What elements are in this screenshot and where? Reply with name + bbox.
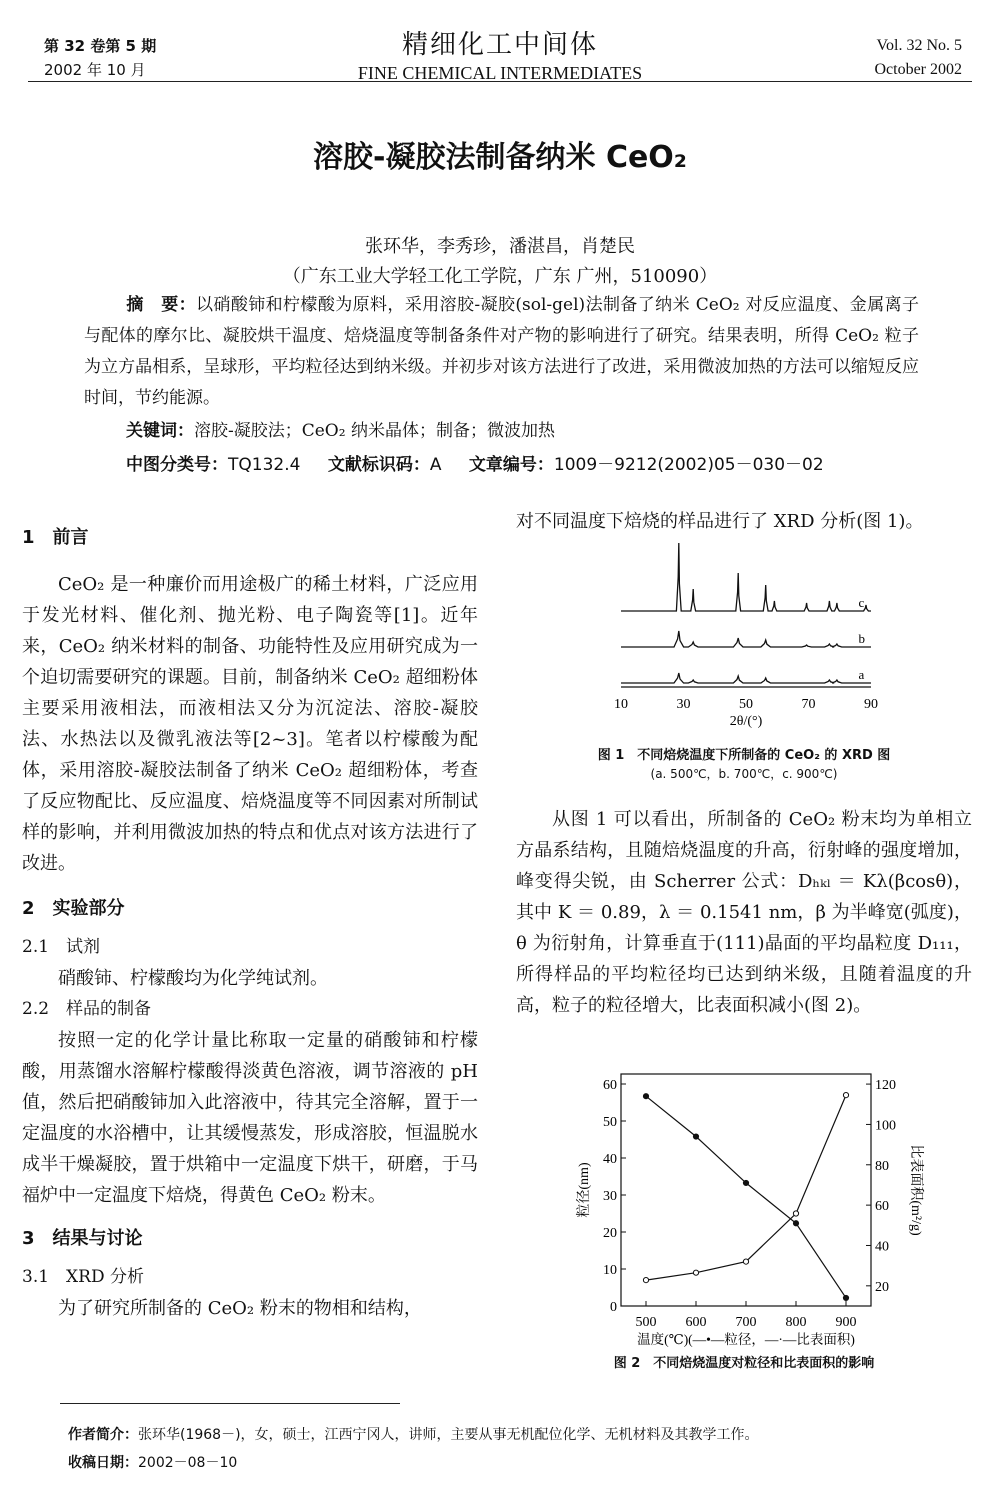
fig2-point-area-700 — [743, 1180, 748, 1185]
xrd-series-label-b: b — [858, 631, 865, 646]
footnote-received-label: 收稿日期： — [68, 1455, 138, 1471]
xrd-tick-30: 30 — [676, 697, 691, 712]
xrd-trace-c — [621, 543, 871, 611]
journal-name-cn: 精细化工中间体 — [401, 30, 598, 60]
paper-title: 溶胶-凝胶法制备纳米 CeO₂ — [313, 140, 687, 175]
right-paragraph-mid: 从图 1 可以看出，所制备的 CeO₂ 粉末均为单相立方晶系结构，且随焙烧温度的升高，衍射峰的强度增加，峰变得尖锐，由 Scherrer 公式：Dₕₖₗ ＝ Kλ(βcosθ)，其中 K ＝ 0.89，λ ＝ 0.1541 nm，β 为半峰宽(弧度)，θ 为衍射角，计算垂直于(111)晶面的平均晶粒度 D₁₁₁，所得样品的平均粒径均已达到纳米级，且随着温度的升高，粒子的粒径增大，比表面积减小(图 2)。 — [516, 809, 972, 1016]
fig2-point-size-700 — [743, 1259, 748, 1264]
footnote-received — [68, 1452, 237, 1472]
fig2-ytick-60: 60 — [603, 1078, 617, 1093]
section-2-2-paragraph: 按照一定的化学计量比称取一定量的硝酸铈和柠檬酸，用蒸馏水溶解柠檬酸得淡黄色溶液，调节溶液的 pH 值，然后把硝酸铈加入此溶液中，待其完全溶解，置于一定温度的水浴槽中，让其缓慢蒸发，形成溶胶，恒温脱水成半干燥凝胶，置于烘箱中一定温度下烘干，研磨，于马福炉中一定温度下焙烧，得黄色 CeO₂ 粉末。 — [22, 1030, 478, 1206]
fig2-y2tick-80: 80 — [875, 1158, 889, 1174]
xrd-series-label-a: a — [858, 667, 865, 682]
section-2-2-heading: 2.2 样品的制备 — [22, 999, 152, 1019]
xrd-trace-b — [621, 631, 871, 647]
footnote-author-text: 张环华(1968－)，女，硕士，江西宁冈人，讲师，主要从事无机配位化学、无机材料及其教学工作。 — [138, 1427, 759, 1443]
fig1-subcaption: (a. 500℃，b. 700℃，c. 900℃) — [650, 767, 838, 781]
xrd-trace-a — [621, 673, 871, 683]
header-volume-cn: 第 32 卷第 5 期 — [44, 37, 157, 55]
abstract-text: 以硝酸铈和柠檬酸为原料，采用溶胶-凝胶(sol-gel)法制备了纳米 CeO₂ 对反应温度、金属离子与配体的摩尔比、凝胶烘干温度、焙烧温度等制备条件对产物的影响进行了研究。结果表明，所得 CeO₂ 粒子为立方晶相系，呈球形，平均粒径达到纳米级。并初步对该方法进行了改进，采用微波加热的方法可以缩短反应时间，节约能源。 — [84, 295, 920, 408]
fig2-y-label: 粒径(nm) — [577, 1162, 592, 1218]
section-2-heading: 2 实验部分 — [22, 898, 125, 919]
xrd-tick-10: 10 — [614, 697, 628, 712]
fig2-xtick-600: 600 — [685, 1315, 707, 1330]
fig2-y2tick-100: 100 — [875, 1118, 896, 1134]
paper-authors: 张环华，李秀珍，潘湛昌，肖楚民 — [365, 236, 635, 257]
header-rule — [28, 81, 972, 82]
right-top-text — [516, 506, 972, 537]
fig2-xtick-800: 800 — [785, 1315, 807, 1330]
xrd-chart — [596, 535, 896, 735]
fig2-y2-label: 比表面积(m²/g) — [908, 1144, 923, 1236]
left-column — [22, 522, 478, 1324]
fig2-y2tick-20: 20 — [875, 1279, 889, 1295]
footnote-author — [68, 1424, 759, 1444]
right-paragraph-top: 对不同温度下焙烧的样品进行了 XRD 分析(图 1)。 — [516, 511, 924, 532]
volume-en: Vol. 32 No. 5 — [876, 37, 962, 54]
abstract-label: 摘 要： — [126, 295, 197, 315]
paper-affiliation: （广东工业大学轻工化工学院，广东 广州，510090） — [282, 266, 718, 287]
fig2-x-label: 温度(℃)(—•—粒径，—·—比表面积) — [637, 1332, 855, 1347]
fig2-frame — [621, 1074, 871, 1306]
fig2-ytick-0: 0 — [610, 1300, 617, 1315]
section-3-1-heading: 3.1 XRD 分析 — [22, 1267, 144, 1287]
section-2-1-paragraph: 硝酸铈、柠檬酸均为化学纯试剂。 — [58, 968, 328, 989]
section-1-heading: 1 前言 — [22, 527, 89, 548]
fig2-ytick-50: 50 — [603, 1115, 617, 1130]
fig1-caption: 图 1 不同焙烧温度下所制备的 CeO₂ 的 XRD 图 — [597, 748, 891, 763]
fig2-xtick-900: 900 — [835, 1315, 857, 1330]
fig2-ytick-10: 10 — [603, 1263, 617, 1278]
fig2-point-area-900 — [843, 1295, 848, 1300]
keywords-label: 关键词： — [126, 421, 194, 441]
footnote-rule — [60, 1403, 400, 1404]
xrd-tick-90: 90 — [864, 697, 878, 712]
fig2-ytick-20: 20 — [603, 1226, 617, 1241]
footnote-author-label: 作者简介： — [68, 1427, 138, 1443]
art-label: 文章编号： — [468, 455, 554, 475]
clc-value: TQ132.4 — [228, 455, 301, 475]
fig2-xtick-700: 700 — [735, 1315, 757, 1330]
fig2-point-area-800 — [793, 1221, 798, 1226]
classification — [126, 450, 846, 475]
footnote-received-text: 2002－08－10 — [138, 1455, 238, 1471]
fig2-y2tick-40: 40 — [875, 1239, 889, 1255]
xrd-series-label-c: c — [858, 595, 865, 610]
doc-value: A — [429, 455, 442, 475]
fig2-point-size-600 — [693, 1270, 698, 1275]
xrd-tick-50: 50 — [739, 697, 753, 712]
xrd-traces — [621, 543, 871, 683]
section-2-1-heading: 2.1 试剂 — [22, 937, 101, 957]
xrd-tick-labels — [614, 697, 878, 712]
section-1-paragraph: CeO₂ 是一种廉价而用途极广的稀土材料，广泛应用于发光材料、催化剂、抛光粉、电子陶瓷等[1]。近年来，CeO₂ 纳米材料的制备、功能特性及应用研究成为一个迫切需要研究的课题。目前，制备纳米 CeO₂ 超细粉体主要采用液相法，而液相法又分为沉淀法、溶胶-凝胶法、水热法以及微乳液法等[2~3]。笔者以柠檬酸为配体，采用溶胶-凝胶法制备了纳米 CeO₂ 超细粉体，考查了反应物配比、反应温度、焙烧温度等不同因素对所制试样的影响，并利用微波加热的特点和优点对该方法进行了改进。 — [22, 574, 478, 874]
fig2-caption: 图 2 不同焙烧温度对粒径和比表面积的影响 — [613, 1356, 875, 1371]
section-3-1-paragraph: 为了研究所制备的 CeO₂ 粉末的物相和结构， — [58, 1298, 422, 1319]
fig2-point-area-500 — [643, 1094, 648, 1099]
header-journal — [0, 24, 1000, 84]
fig2-line-area — [646, 1096, 846, 1298]
keywords-text: 溶胶-凝胶法；CeO₂ 纳米晶体；制备；微波加热 — [194, 421, 555, 441]
size-area-chart — [566, 1062, 926, 1352]
fig2-ytick-40: 40 — [603, 1152, 617, 1167]
xrd-tick-70: 70 — [801, 697, 816, 712]
art-value: 1009－9212(2002)05－030－02 — [553, 455, 824, 475]
journal-name-en: FINE CHEMICAL INTERMEDIATES — [357, 63, 643, 83]
date-en: October 2002 — [874, 61, 962, 78]
fig2-xtick-500: 500 — [635, 1315, 657, 1330]
fig2-axes — [603, 1078, 896, 1330]
fig2-point-size-800 — [793, 1211, 798, 1216]
header-volume-en — [874, 34, 962, 82]
clc-label: 中图分类号： — [126, 455, 228, 475]
fig2-y2tick-120: 120 — [875, 1078, 896, 1094]
fig2-y2tick-60: 60 — [875, 1199, 889, 1215]
fig2-point-area-600 — [693, 1134, 698, 1139]
fig2-point-size-900 — [843, 1093, 848, 1098]
abstract — [84, 290, 919, 414]
fig2-point-size-500 — [643, 1278, 648, 1283]
section-3-heading: 3 结果与讨论 — [22, 1228, 143, 1249]
header-date-cn: 2002 年 10 月 — [44, 61, 146, 79]
fig2-ytick-30: 30 — [603, 1189, 617, 1204]
xrd-x-label: 2θ/(°) — [729, 714, 763, 729]
fig2-series — [643, 1093, 848, 1301]
doc-label: 文献标识码： — [327, 455, 430, 475]
right-mid-text — [516, 804, 972, 1021]
keywords — [126, 416, 555, 441]
